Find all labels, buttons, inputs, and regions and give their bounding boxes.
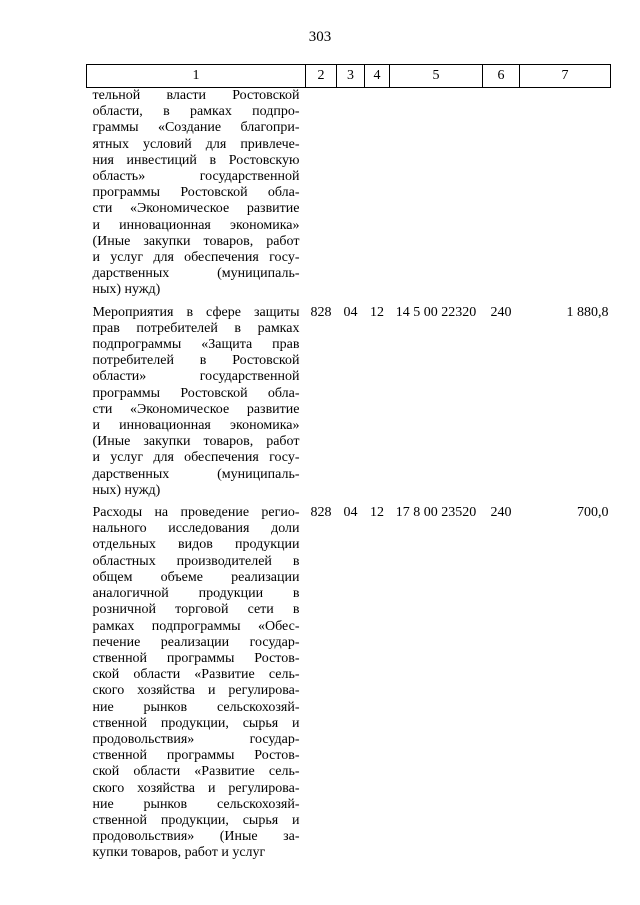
budget-table	[86, 64, 611, 862]
description-line: ния инвестиций в Ростовскую	[92, 152, 300, 168]
amount: 1 880,8	[566, 304, 609, 320]
description-line: и инновационная экономика»	[92, 418, 300, 434]
expense-description	[87, 305, 306, 499]
description-line: программы Ростовской обла-	[92, 385, 300, 401]
expense-description	[87, 88, 306, 299]
description-line: область» государственной	[92, 169, 300, 185]
description-line: областных производителей в	[92, 553, 300, 569]
section-code	[337, 88, 365, 299]
column-number-header-row	[87, 65, 611, 88]
subsection-code: 12	[370, 304, 384, 320]
target-article-code	[390, 88, 483, 299]
column-header: 7	[520, 65, 611, 88]
description-line: Мероприятия в сфере защиты	[92, 304, 300, 320]
subsection-code	[365, 88, 390, 299]
table-row	[87, 88, 611, 299]
description-line: области» государственной	[92, 369, 300, 385]
description-line: граммы «Создание благопри-	[92, 120, 300, 136]
amount: 700,0	[577, 505, 609, 521]
description-line: отдельных видов продукции	[92, 537, 300, 553]
column-header: 3	[337, 65, 365, 88]
description-line: рамках подпрограммы «Обес-	[92, 618, 300, 634]
page-number: 303	[308, 29, 332, 45]
description-line: ственной продукции, сырья и	[92, 715, 300, 731]
description-line: потребителей в Ростовской	[92, 353, 300, 369]
description-line: дарственных (муниципаль-	[92, 466, 300, 482]
description-line: программы Ростовской обла-	[92, 185, 300, 201]
description-line: купки товаров, работ и услуг	[92, 845, 266, 861]
description-line: и услуг для обеспечения госу-	[92, 250, 300, 266]
description-line: ных) нужд)	[92, 282, 161, 298]
table-row	[87, 505, 611, 861]
column-header: 1	[87, 65, 306, 88]
description-line: аналогичной продукции в	[92, 586, 300, 602]
section-code: 04	[343, 304, 358, 320]
description-line: подпрограммы «Защита прав	[92, 337, 300, 353]
table-row	[87, 305, 611, 499]
column-header: 2	[306, 65, 337, 88]
section-code: 04	[343, 505, 358, 521]
description-line: продовольствия» (Иные за-	[92, 829, 300, 845]
description-line: ние рынков сельскохозяй-	[92, 796, 300, 812]
description-line: продовольствия» государ-	[92, 731, 300, 747]
description-line: розничной торговой сети в	[92, 602, 300, 618]
ministry-code	[306, 88, 337, 299]
description-line: нального исследования доли	[92, 521, 300, 537]
description-line: дарственных (муниципаль-	[92, 266, 300, 282]
description-line: прав потребителей в рамках	[92, 320, 300, 336]
description-line: и инновационная экономика»	[92, 217, 300, 233]
description-line: сти «Экономическое развитие	[92, 401, 300, 417]
description-line: ние рынков сельскохозяй-	[92, 699, 300, 715]
description-line: ского хозяйства и регулирова-	[92, 683, 300, 699]
description-line: печение реализации государ-	[92, 634, 300, 650]
expense-type-code	[483, 88, 520, 299]
ministry-code: 828	[310, 505, 332, 521]
description-line: ственной программы Ростов-	[92, 650, 300, 666]
column-header: 4	[365, 65, 390, 88]
description-line: сти «Экономическое развитие	[92, 201, 300, 217]
table-body	[87, 88, 611, 862]
expense-description	[87, 505, 306, 861]
description-line: Расходы на проведение регио-	[92, 505, 300, 521]
description-line: (Иные закупки товаров, работ	[92, 434, 300, 450]
description-line: ской области «Развитие сель-	[92, 667, 300, 683]
description-line: ных) нужд)	[92, 482, 161, 498]
description-line: ственной программы Ростов-	[92, 748, 300, 764]
description-line: и услуг для обеспечения госу-	[92, 450, 300, 466]
description-line: (Иные закупки товаров, работ	[92, 233, 300, 249]
subsection-code: 12	[370, 505, 384, 521]
description-line: ственной продукции, сырья и	[92, 812, 300, 828]
description-line: ского хозяйства и регулирова-	[92, 780, 300, 796]
ministry-code: 828	[310, 304, 332, 320]
expense-type-code: 240	[490, 304, 512, 320]
column-header: 6	[483, 65, 520, 88]
description-line: ской области «Развитие сель-	[92, 764, 300, 780]
description-line: ятных условий для привлече-	[92, 136, 300, 152]
description-line: области, в рамках подпро-	[92, 104, 300, 120]
description-line: тельной власти Ростовской	[92, 88, 300, 103]
amount	[520, 88, 611, 299]
column-header: 5	[390, 65, 483, 88]
expense-type-code: 240	[490, 505, 512, 521]
target-article-code: 14 5 00 22320	[395, 304, 477, 320]
target-article-code: 17 8 00 23520	[395, 505, 477, 521]
description-line: общем объеме реализации	[92, 569, 300, 585]
